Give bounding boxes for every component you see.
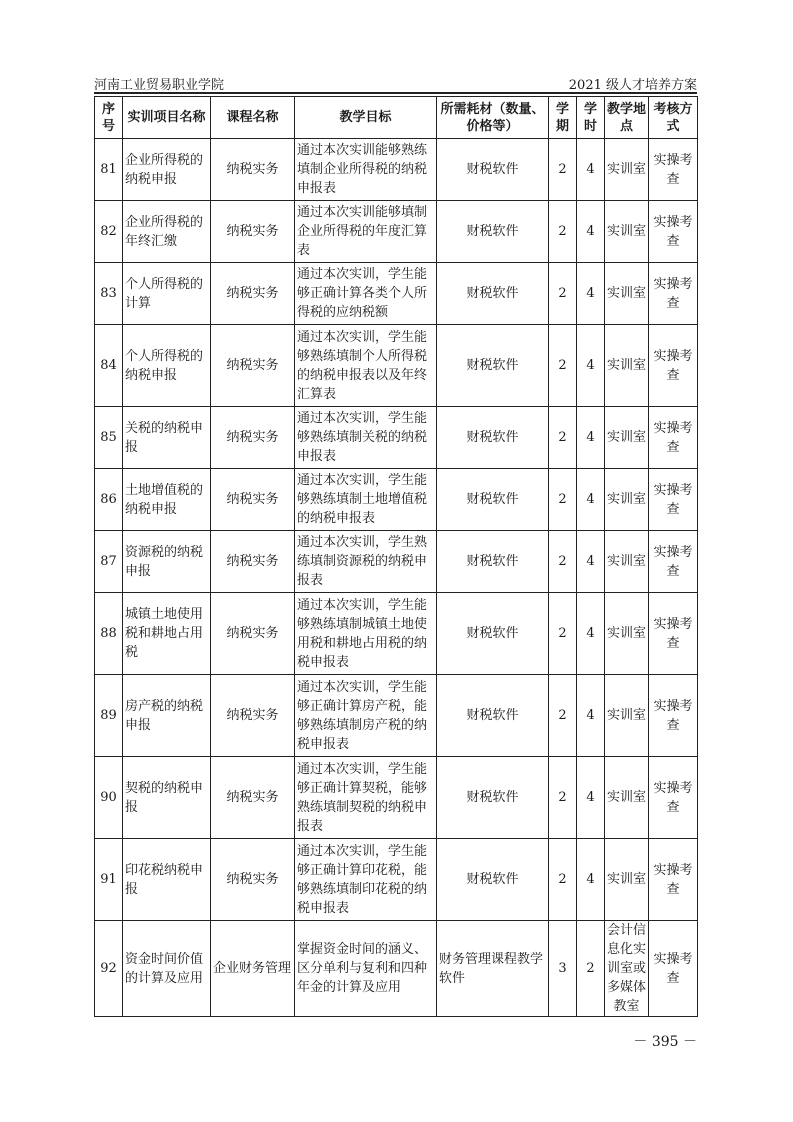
col-header-materials: 所需耗材（数量、价格等） xyxy=(437,97,549,139)
cell-materials: 财税软件 xyxy=(437,675,549,757)
cell-goal: 通过本次实训，学生能够熟练填制城镇土地使用税和耕地占用税的纳税申报表 xyxy=(295,593,437,675)
col-header-term: 学期 xyxy=(549,97,577,139)
table-row xyxy=(95,531,698,593)
cell-location: 实训室 xyxy=(605,469,649,531)
cell-exam: 实操考查 xyxy=(649,757,698,839)
cell-course: 纳税实务 xyxy=(211,593,295,675)
cell-item: 契税的纳税申报 xyxy=(123,757,211,839)
cell-no: 82 xyxy=(95,201,123,263)
cell-course: 纳税实务 xyxy=(211,139,295,201)
cell-no: 90 xyxy=(95,757,123,839)
cell-materials: 财税软件 xyxy=(437,139,549,201)
cell-goal: 通过本次实训，学生能够熟练填制关税的纳税申报表 xyxy=(295,407,437,469)
cell-term: 3 xyxy=(549,921,577,1017)
cell-goal: 掌握资金时间的涵义、区分单利与复利和四种年金的计算及应用 xyxy=(295,921,437,1017)
cell-location: 实训室 xyxy=(605,263,649,325)
cell-no: 85 xyxy=(95,407,123,469)
cell-exam: 实操考查 xyxy=(649,139,698,201)
cell-goal: 通过本次实训能够熟练填制企业所得税的纳税申报表 xyxy=(295,139,437,201)
cell-goal: 通过本次实训，学生能够正确计算契税，能够熟练填制契税的纳税申报表 xyxy=(295,757,437,839)
cell-item: 土地增值税的纳税申报 xyxy=(123,469,211,531)
cell-hours: 4 xyxy=(577,469,605,531)
cell-item: 资源税的纳税申报 xyxy=(123,531,211,593)
cell-course: 纳税实务 xyxy=(211,263,295,325)
cell-term: 2 xyxy=(549,839,577,921)
col-header-item: 实训项目名称 xyxy=(123,97,211,139)
table-row xyxy=(95,407,698,469)
cell-goal: 通过本次实训，学生能够正确计算印花税，能够熟练填制印花税的纳税申报表 xyxy=(295,839,437,921)
cell-item: 企业所得税的年终汇缴 xyxy=(123,201,211,263)
cell-term: 2 xyxy=(549,325,577,407)
cell-term: 2 xyxy=(549,469,577,531)
cell-goal: 通过本次实训，学生能够熟练填制个人所得税的纳税申报表以及年终汇算表 xyxy=(295,325,437,407)
cell-hours: 4 xyxy=(577,263,605,325)
cell-no: 88 xyxy=(95,593,123,675)
cell-location: 实训室 xyxy=(605,757,649,839)
cell-term: 2 xyxy=(549,139,577,201)
col-header-goal: 教学目标 xyxy=(295,97,437,139)
cell-hours: 4 xyxy=(577,407,605,469)
cell-location: 实训室 xyxy=(605,675,649,757)
cell-exam: 实操考查 xyxy=(649,263,698,325)
cell-hours: 4 xyxy=(577,757,605,839)
cell-location: 实训室 xyxy=(605,531,649,593)
cell-course: 纳税实务 xyxy=(211,839,295,921)
cell-exam: 实操考查 xyxy=(649,325,698,407)
cell-term: 2 xyxy=(549,407,577,469)
cell-item: 印花税纳税申报 xyxy=(123,839,211,921)
cell-hours: 4 xyxy=(577,325,605,407)
cell-goal: 通过本次实训能够填制企业所得税的年度汇算表 xyxy=(295,201,437,263)
cell-location: 实训室 xyxy=(605,839,649,921)
col-header-hours: 学时 xyxy=(577,97,605,139)
cell-no: 89 xyxy=(95,675,123,757)
cell-materials: 财税软件 xyxy=(437,469,549,531)
cell-term: 2 xyxy=(549,757,577,839)
page-header xyxy=(94,72,697,92)
cell-item: 个人所得税的纳税申报 xyxy=(123,325,211,407)
cell-no: 86 xyxy=(95,469,123,531)
cell-goal: 通过本次实训，学生熟练填制资源税的纳税申报表 xyxy=(295,531,437,593)
cell-term: 2 xyxy=(549,531,577,593)
cell-goal: 通过本次实训，学生能够熟练填制土地增值税的纳税申报表 xyxy=(295,469,437,531)
cell-materials: 财税软件 xyxy=(437,201,549,263)
table-row xyxy=(95,263,698,325)
cell-item: 企业所得税的纳税申报 xyxy=(123,139,211,201)
table-row xyxy=(95,325,698,407)
header-rule xyxy=(94,92,697,94)
cell-goal: 通过本次实训，学生能够正确计算各类个人所得税的应纳税额 xyxy=(295,263,437,325)
cell-materials: 财税软件 xyxy=(437,407,549,469)
cell-no: 87 xyxy=(95,531,123,593)
cell-location: 实训室 xyxy=(605,139,649,201)
cell-hours: 2 xyxy=(577,921,605,1017)
cell-materials: 财务管理课程教学软件 xyxy=(437,921,549,1017)
cell-no: 81 xyxy=(95,139,123,201)
cell-no: 84 xyxy=(95,325,123,407)
cell-hours: 4 xyxy=(577,531,605,593)
cell-course: 纳税实务 xyxy=(211,757,295,839)
cell-item: 个人所得税的计算 xyxy=(123,263,211,325)
cell-item: 资金时间价值的计算及应用 xyxy=(123,921,211,1017)
cell-location: 会计信息化实训室或多媒体教室 xyxy=(605,921,649,1017)
col-header-location: 教学地点 xyxy=(605,97,649,139)
cell-course: 纳税实务 xyxy=(211,675,295,757)
cell-exam: 实操考查 xyxy=(649,201,698,263)
cell-location: 实训室 xyxy=(605,407,649,469)
cell-exam: 实操考查 xyxy=(649,839,698,921)
cell-materials: 财税软件 xyxy=(437,839,549,921)
cell-course: 纳税实务 xyxy=(211,325,295,407)
training-table xyxy=(94,96,698,1017)
cell-materials: 财税软件 xyxy=(437,531,549,593)
cell-exam: 实操考查 xyxy=(649,531,698,593)
cell-term: 2 xyxy=(549,593,577,675)
cell-hours: 4 xyxy=(577,593,605,675)
cell-item: 城镇土地使用税和耕地占用税 xyxy=(123,593,211,675)
cell-materials: 财税软件 xyxy=(437,325,549,407)
cell-hours: 4 xyxy=(577,201,605,263)
cell-course: 纳税实务 xyxy=(211,531,295,593)
page-number: － 395 － xyxy=(633,1034,697,1050)
cell-course: 纳税实务 xyxy=(211,201,295,263)
cell-goal: 通过本次实训，学生能够正确计算房产税，能够熟练填制房产税的纳税申报表 xyxy=(295,675,437,757)
cell-materials: 财税软件 xyxy=(437,757,549,839)
table-row xyxy=(95,593,698,675)
col-header-no: 序号 xyxy=(95,97,123,139)
school-name: 河南工业贸易职业学院 xyxy=(94,78,225,93)
cell-hours: 4 xyxy=(577,839,605,921)
table-row xyxy=(95,839,698,921)
cell-materials: 财税软件 xyxy=(437,593,549,675)
table-row xyxy=(95,757,698,839)
col-header-course: 课程名称 xyxy=(211,97,295,139)
cell-term: 2 xyxy=(549,675,577,757)
table-header-row xyxy=(95,97,698,139)
cell-hours: 4 xyxy=(577,139,605,201)
cell-course: 企业财务管理 xyxy=(211,921,295,1017)
cell-no: 92 xyxy=(95,921,123,1017)
table-row xyxy=(95,469,698,531)
table-row xyxy=(95,675,698,757)
cell-exam: 实操考查 xyxy=(649,675,698,757)
cell-location: 实训室 xyxy=(605,325,649,407)
table-row xyxy=(95,921,698,1017)
col-header-exam: 考核方式 xyxy=(649,97,698,139)
cell-exam: 实操考查 xyxy=(649,921,698,1017)
cell-course: 纳税实务 xyxy=(211,469,295,531)
cell-term: 2 xyxy=(549,201,577,263)
cell-exam: 实操考查 xyxy=(649,469,698,531)
cell-exam: 实操考查 xyxy=(649,593,698,675)
cell-location: 实训室 xyxy=(605,593,649,675)
cell-hours: 4 xyxy=(577,675,605,757)
cell-item: 房产税的纳税申报 xyxy=(123,675,211,757)
table-row xyxy=(95,139,698,201)
cell-course: 纳税实务 xyxy=(211,407,295,469)
document-title: 2021 级人才培养方案 xyxy=(568,78,697,93)
cell-no: 83 xyxy=(95,263,123,325)
cell-item: 关税的纳税申报 xyxy=(123,407,211,469)
cell-term: 2 xyxy=(549,263,577,325)
cell-no: 91 xyxy=(95,839,123,921)
cell-materials: 财税软件 xyxy=(437,263,549,325)
cell-exam: 实操考查 xyxy=(649,407,698,469)
table-row xyxy=(95,201,698,263)
cell-location: 实训室 xyxy=(605,201,649,263)
